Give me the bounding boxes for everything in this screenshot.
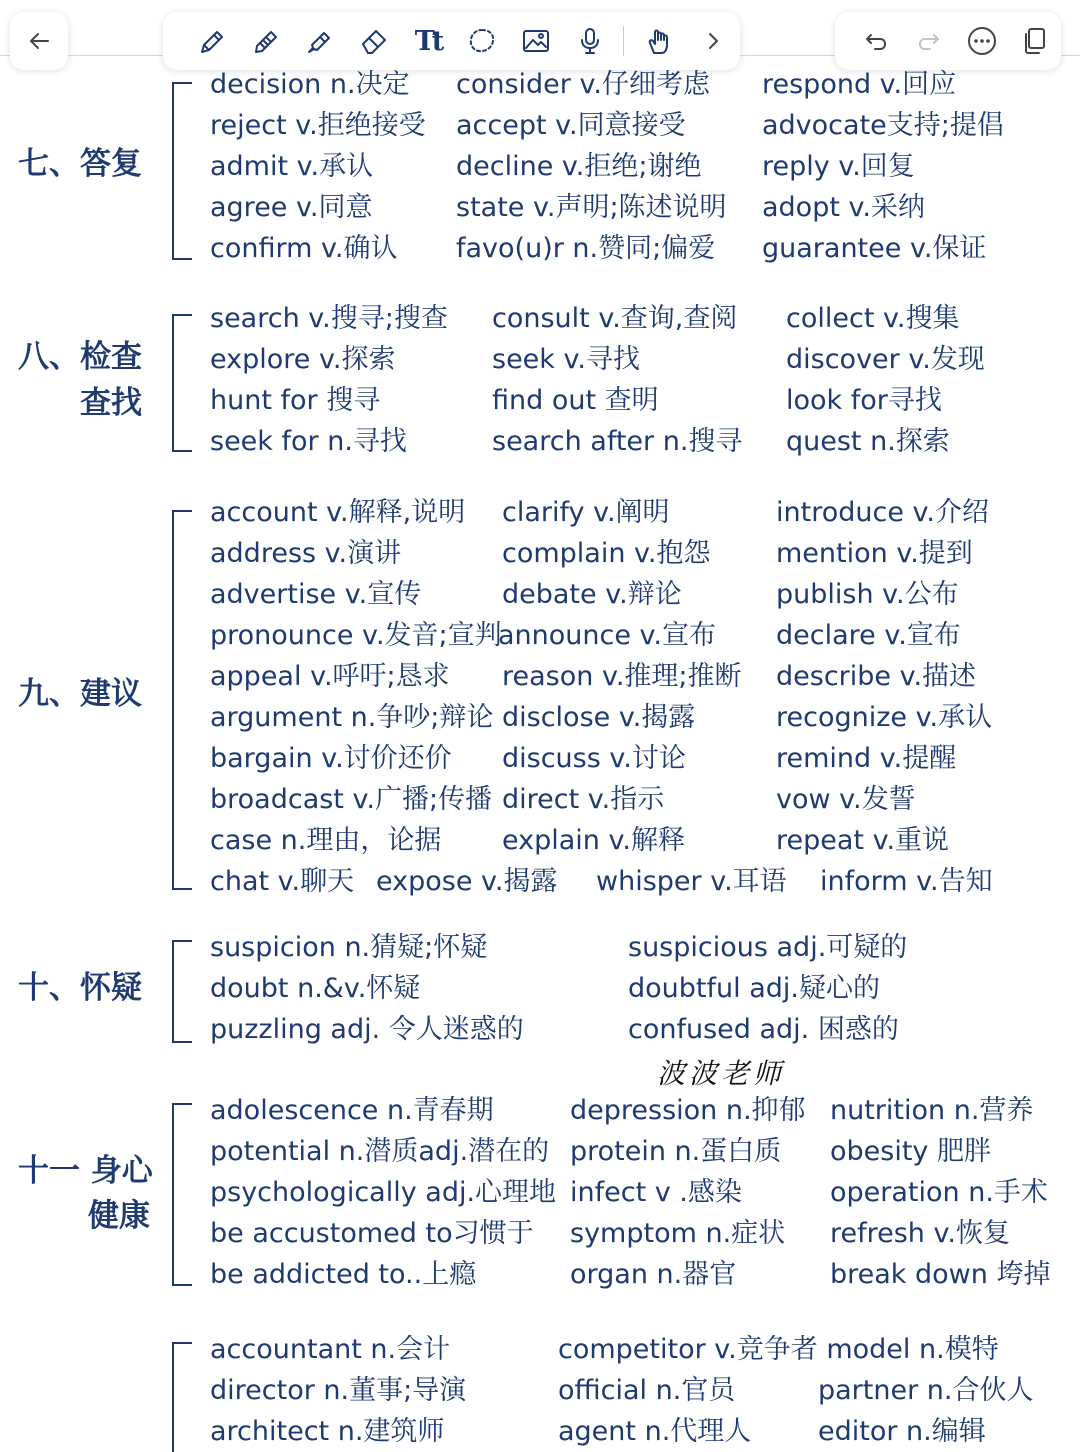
- word-column: [786, 298, 985, 462]
- vocab-entry: remind v.提醒: [776, 743, 957, 774]
- vocab-entry: complain v.抱怨: [502, 538, 711, 569]
- vocab-entry: consider v.仔细考虑: [456, 69, 710, 100]
- vocab-entry: search v.搜寻;搜查: [210, 303, 448, 334]
- vocab-entry: protein n.蛋白质: [570, 1136, 782, 1167]
- vocab-entry: obesity 肥胖: [830, 1136, 991, 1167]
- vocab-entry: partner n.合伙人: [818, 1375, 1034, 1406]
- vocab-entry: adolescence n.青春期: [210, 1095, 494, 1126]
- eraser-tool-button[interactable]: [347, 19, 401, 63]
- section-title: 七、答复: [18, 146, 142, 182]
- word-column: [492, 298, 742, 462]
- vocab-entry: confirm v.确认: [210, 233, 398, 264]
- vocab-entry: potential n.潜质adj.潜在的: [210, 1136, 550, 1167]
- undo-button[interactable]: [849, 19, 902, 63]
- vocab-entry: mention v.提到: [776, 538, 973, 569]
- vocab-entry: declare v.宣布: [776, 620, 961, 651]
- vocab-entry: whisper v.耳语: [596, 866, 787, 897]
- vocab-entry: case n.理由，论据: [210, 825, 442, 856]
- touch-tool-button[interactable]: [632, 19, 686, 63]
- vocab-entry: seek v.寻找: [492, 344, 640, 375]
- text-tool-icon: Tt: [414, 25, 442, 57]
- pages-button[interactable]: [1008, 19, 1061, 63]
- vocab-entry: break down 垮掉: [830, 1259, 1051, 1290]
- word-column: [570, 1090, 806, 1295]
- word-column: [210, 64, 426, 269]
- image-icon: [520, 25, 552, 57]
- vocab-entry: official n.官员: [558, 1375, 736, 1406]
- word-column: [210, 927, 524, 1050]
- microphone-tool-button[interactable]: [563, 19, 617, 63]
- section-title: 八、检查: [18, 339, 142, 375]
- vocab-entry: direct v.指示: [502, 784, 665, 815]
- vocab-entry: bargain v.讨价还价: [210, 743, 452, 774]
- vocab-entry: favo(u)r n.赞同;偏爱: [456, 233, 716, 264]
- word-column: [210, 492, 502, 861]
- vocab-entry: operation n.手术: [830, 1177, 1048, 1208]
- vocab-entry: editor n.编辑: [818, 1416, 986, 1447]
- lasso-tool-button[interactable]: [455, 19, 509, 63]
- vocab-entry: pronounce v.发音;宣判: [210, 620, 502, 651]
- vocab-entry: reason v.推理;推断: [502, 661, 742, 692]
- word-column: [210, 1329, 466, 1452]
- vocab-entry: find out 查明: [492, 385, 659, 416]
- vocab-entry: puzzling adj. 令人迷惑的: [210, 1014, 524, 1045]
- vocab-entry: reject v.拒绝接受: [210, 110, 426, 141]
- bracket: [172, 82, 192, 260]
- section-title: 十、怀疑: [18, 970, 142, 1006]
- section-title: 查找: [80, 385, 142, 421]
- toolbar-separator: [623, 26, 624, 56]
- vocab-entry: symptom n.症状: [570, 1218, 786, 1249]
- vocab-entry: confused adj. 困惑的: [628, 1014, 899, 1045]
- section-title: 九、建议: [18, 676, 142, 712]
- vocab-entry: seek for n.寻找: [210, 426, 407, 457]
- undo-icon: [860, 25, 892, 57]
- vocab-entry: agent n.代理人: [558, 1416, 752, 1447]
- vocab-entry: clarify v.阐明: [502, 497, 670, 528]
- vocab-entry: advocate支持;提倡: [762, 110, 1004, 141]
- vocab-entry: organ n.器官: [570, 1259, 737, 1290]
- image-tool-button[interactable]: [509, 19, 563, 63]
- word-column: [502, 492, 742, 861]
- vocab-entry: introduce v.介绍: [776, 497, 989, 528]
- vocab-entry: search after n.搜寻: [492, 426, 743, 457]
- vocab-entry: appeal v.呼吁;恳求: [210, 661, 450, 692]
- vocab-entry: recognize v.承认: [776, 702, 993, 733]
- more-icon: [966, 25, 998, 57]
- vocab-entry: hunt for 搜寻: [210, 385, 381, 416]
- pen-icon: [196, 25, 228, 57]
- eraser-icon: [358, 25, 390, 57]
- bracket: [172, 1103, 192, 1286]
- redo-button[interactable]: [902, 19, 955, 63]
- vocab-entry: describe v.描述: [776, 661, 977, 692]
- highlighter-icon: [304, 25, 336, 57]
- vocab-entry: doubtful adj.疑心的: [628, 973, 880, 1004]
- pencil-icon: [250, 25, 282, 57]
- word-column: [210, 1090, 556, 1295]
- vocab-entry: consult v.查询,查阅: [492, 303, 738, 334]
- vocab-entry: architect n.建筑师: [210, 1416, 445, 1447]
- vocab-entry: competitor v.竞争者 model n.模特: [558, 1334, 999, 1365]
- vocab-entry: argument n.争吵;辩论: [210, 702, 494, 733]
- text-tool-button[interactable]: [401, 19, 455, 63]
- vocab-entry: expose v.揭露: [376, 866, 558, 897]
- vocab-entry: [818, 1329, 1033, 1370]
- author-signature: 波波老师: [657, 1057, 786, 1090]
- vocab-entry: decline v.拒绝;谢绝: [456, 151, 702, 182]
- section-title: 健康: [88, 1198, 150, 1234]
- microphone-icon: [574, 25, 606, 57]
- vocab-entry: address v.演讲: [210, 538, 402, 569]
- vocab-entry: accountant n.会计: [210, 1334, 451, 1365]
- vocab-entry: quest n.探索: [786, 426, 950, 457]
- vocab-entry: explore v.探索: [210, 344, 396, 375]
- vocab-entry: director n.董事;导演: [210, 1375, 467, 1406]
- vocab-entry: guarantee v.保证: [762, 233, 987, 264]
- word-column: [830, 1090, 1050, 1295]
- vocab-entry: be accustomed to习惯于: [210, 1218, 534, 1249]
- bracket: [172, 1342, 192, 1452]
- vocab-entry: discuss v.讨论: [502, 743, 686, 774]
- vocab-entry: adopt v.采纳: [762, 192, 925, 223]
- redo-icon: [913, 25, 945, 57]
- vocab-entry: infect v .感染: [570, 1177, 742, 1208]
- vocab-entry: collect v.搜集: [786, 303, 960, 334]
- vocab-entry: publish v.公布: [776, 579, 959, 610]
- back-button[interactable]: [10, 12, 68, 70]
- vocab-entry: repeat v.重说: [776, 825, 950, 856]
- vocab-entry: accept v.同意接受: [456, 110, 686, 141]
- vocab-entry: vow v.发誓: [776, 784, 916, 815]
- vocab-entry: state v.声明;陈述说明: [456, 192, 727, 223]
- vocab-entry: discover v.发现: [786, 344, 985, 375]
- vocab-entry: psychologically adj.心理地: [210, 1177, 557, 1208]
- chevron-right-icon: [697, 25, 729, 57]
- pen-tool-button[interactable]: [185, 19, 239, 63]
- vocab-entry: debate v.辩论: [502, 579, 682, 610]
- vocab-entry: account v.解释,说明: [210, 497, 466, 528]
- word-column: [628, 927, 907, 1050]
- vocab-entry: refresh v.恢复: [830, 1218, 1010, 1249]
- vocab-entry: admit v.承认: [210, 151, 374, 182]
- pages-icon: [1019, 25, 1051, 57]
- vocab-entry: look for寻找: [786, 385, 942, 416]
- word-column: [456, 64, 727, 269]
- action-group: [835, 12, 1061, 70]
- word-column: [818, 1329, 1033, 1452]
- vocab-entry: explain v.解释: [502, 825, 685, 856]
- vocab-entry: nutrition n.营养: [830, 1095, 1034, 1126]
- arrow-left-icon: [24, 26, 54, 56]
- hand-pointer-icon: [643, 25, 675, 57]
- word-column: [776, 492, 992, 861]
- vocab-entry: be addicted to..上瘾: [210, 1259, 477, 1290]
- vocab-entry: chat v.聊天: [210, 866, 355, 897]
- lasso-icon: [466, 25, 498, 57]
- vocab-entry: agree v.同意: [210, 192, 373, 223]
- vocab-entry: broadcast v.广播;传播: [210, 784, 493, 815]
- tool-palette: [163, 12, 740, 70]
- vocab-entry: advertise v.宣传: [210, 579, 422, 610]
- vocab-entry: reply v.回复: [762, 151, 915, 182]
- section-title: 十一 身心: [18, 1153, 153, 1189]
- word-column: [210, 298, 448, 462]
- more-tools-button[interactable]: [686, 19, 740, 63]
- vocab-entry: announce v.宣布: [498, 620, 717, 651]
- vocab-entry: disclose v.揭露: [502, 702, 696, 733]
- word-column: [762, 64, 1004, 269]
- highlighter-tool-button[interactable]: [293, 19, 347, 63]
- vocab-entry: suspicious adj.可疑的: [628, 932, 908, 963]
- bracket: [172, 940, 192, 1043]
- vocab-entry: decision n.决定: [210, 69, 410, 100]
- bracket: [172, 510, 192, 890]
- vocab-entry: inform v.告知: [820, 866, 993, 897]
- vocab-entry: doubt n.&v.怀疑: [210, 973, 421, 1004]
- vocab-entry: suspicion n.猜疑;怀疑: [210, 932, 488, 963]
- vocab-entry: depression n.抑郁: [570, 1095, 806, 1126]
- more-button[interactable]: [955, 19, 1008, 63]
- vocab-entry: respond v.回应: [762, 69, 957, 100]
- pencil-tool-button[interactable]: [239, 19, 293, 63]
- bracket: [172, 314, 192, 452]
